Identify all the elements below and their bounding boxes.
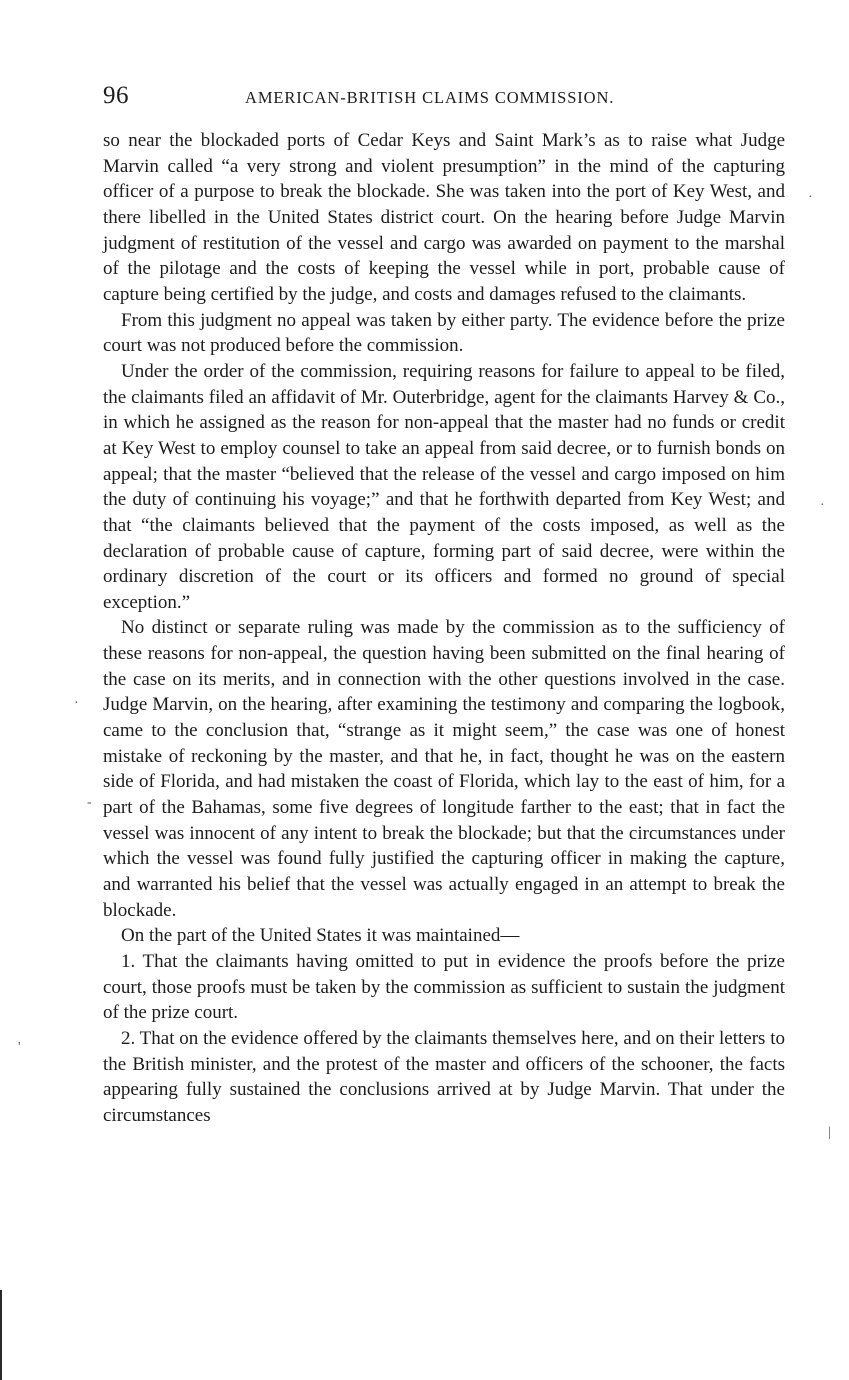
paragraph-point-1: 1. That the claimants having omitted to put in evidence the proofs before the prize court, those proofs must be taken by the commission as sufficient to sustain the judgment of the prize court. [103, 951, 785, 1024]
paragraph-point-2: 2. That on the evidence offered by the claimants themselves here, and on their letters to the British minister, and the protest of the master and officers of the schooner, the facts appearing fully sustained the conclusions arrived at by Judge Marvin. That under the circumstances [103, 1027, 785, 1126]
running-title: AMERICAN-BRITISH CLAIMS COMMISSION. [245, 88, 615, 107]
paragraph-continuation: so near the blockaded ports of Cedar Keys and Saint Mark’s as to raise what Judge Marvin called “a very strong and violent presumption” in the mind of the capturing officer of a purpose to break the blockade. She was taken into the port of Key West, and there libelled in the United States district court. On the hearing before Judge Marvin judgment of restitution of the vessel and cargo was awarded on payment to the marshal of the pilotage and the costs of keeping the vessel while in port, probable cause of capture being certified by the judge, and costs and damages refused to the claimants. [103, 130, 785, 305]
paragraph-us-position: On the part of the United States it was maintained— [121, 925, 520, 947]
margin-speck: · [820, 498, 825, 513]
page-edge-line [0, 1290, 2, 1380]
paragraph-no-appeal: From this judgment no appeal was taken by either party. The evidence before the prize court was not produced before the commission. [103, 309, 785, 357]
paragraph-affidavit: Under the order of the commission, requiring reasons for failure to appeal to be filed, the claimants filed an affidavit of Mr. Outerbridge, agent for the claimants Harvey & Co., in which he assigned as the reason for non-appeal that the master had no funds or credit at Key West to employ counsel to take an appeal from said decree, or to furnish bonds on appeal; that the master “believed that the release of the vessel and cargo imposed on him the duty of continuing his voyage;” and that he forthwith departed from Key West; and that “the claimants believed that the payment of the costs imposed, as well as the declaration of probable cause of capture, forming part of said decree, were within the ordinary discretion of the court or its officers and formed no ground of special exception.” [103, 360, 785, 613]
page-header [103, 82, 785, 114]
paragraph-ruling: No distinct or separate ruling was made by the commission as to the sufficiency of these reasons for non-appeal, the question having been submitted on the final hearing of the case on its merits, and in connection with the other questions involved in the case. Judge Marvin, on the hearing, after examining the testimony and comparing the logbook, came to the conclusion that, “strange as it might seem,” the case was one of honest mistake of reckoning by the master, and that he, in fact, thought he was on the eastern side of Florida, and had mistaken the coast of Florida, which lay to the east of him, for a part of the Bahamas, some five degrees of longitude farther to the east; that in fact the vessel was innocent of any intent to break the blockade; but that the circumstances under which the vessel was found fully justified the capturing officer in making the capture, and warranted his belief that the vessel was actually engaged in an attempt to break the blockade. [103, 617, 785, 921]
margin-speck: - [87, 795, 92, 810]
margin-speck: ' [18, 1040, 21, 1055]
page-number: 96 [103, 82, 129, 109]
margin-speck: | [828, 1125, 831, 1140]
margin-speck: · [808, 190, 813, 205]
body-text [103, 128, 785, 1129]
margin-speck: · [74, 696, 79, 711]
